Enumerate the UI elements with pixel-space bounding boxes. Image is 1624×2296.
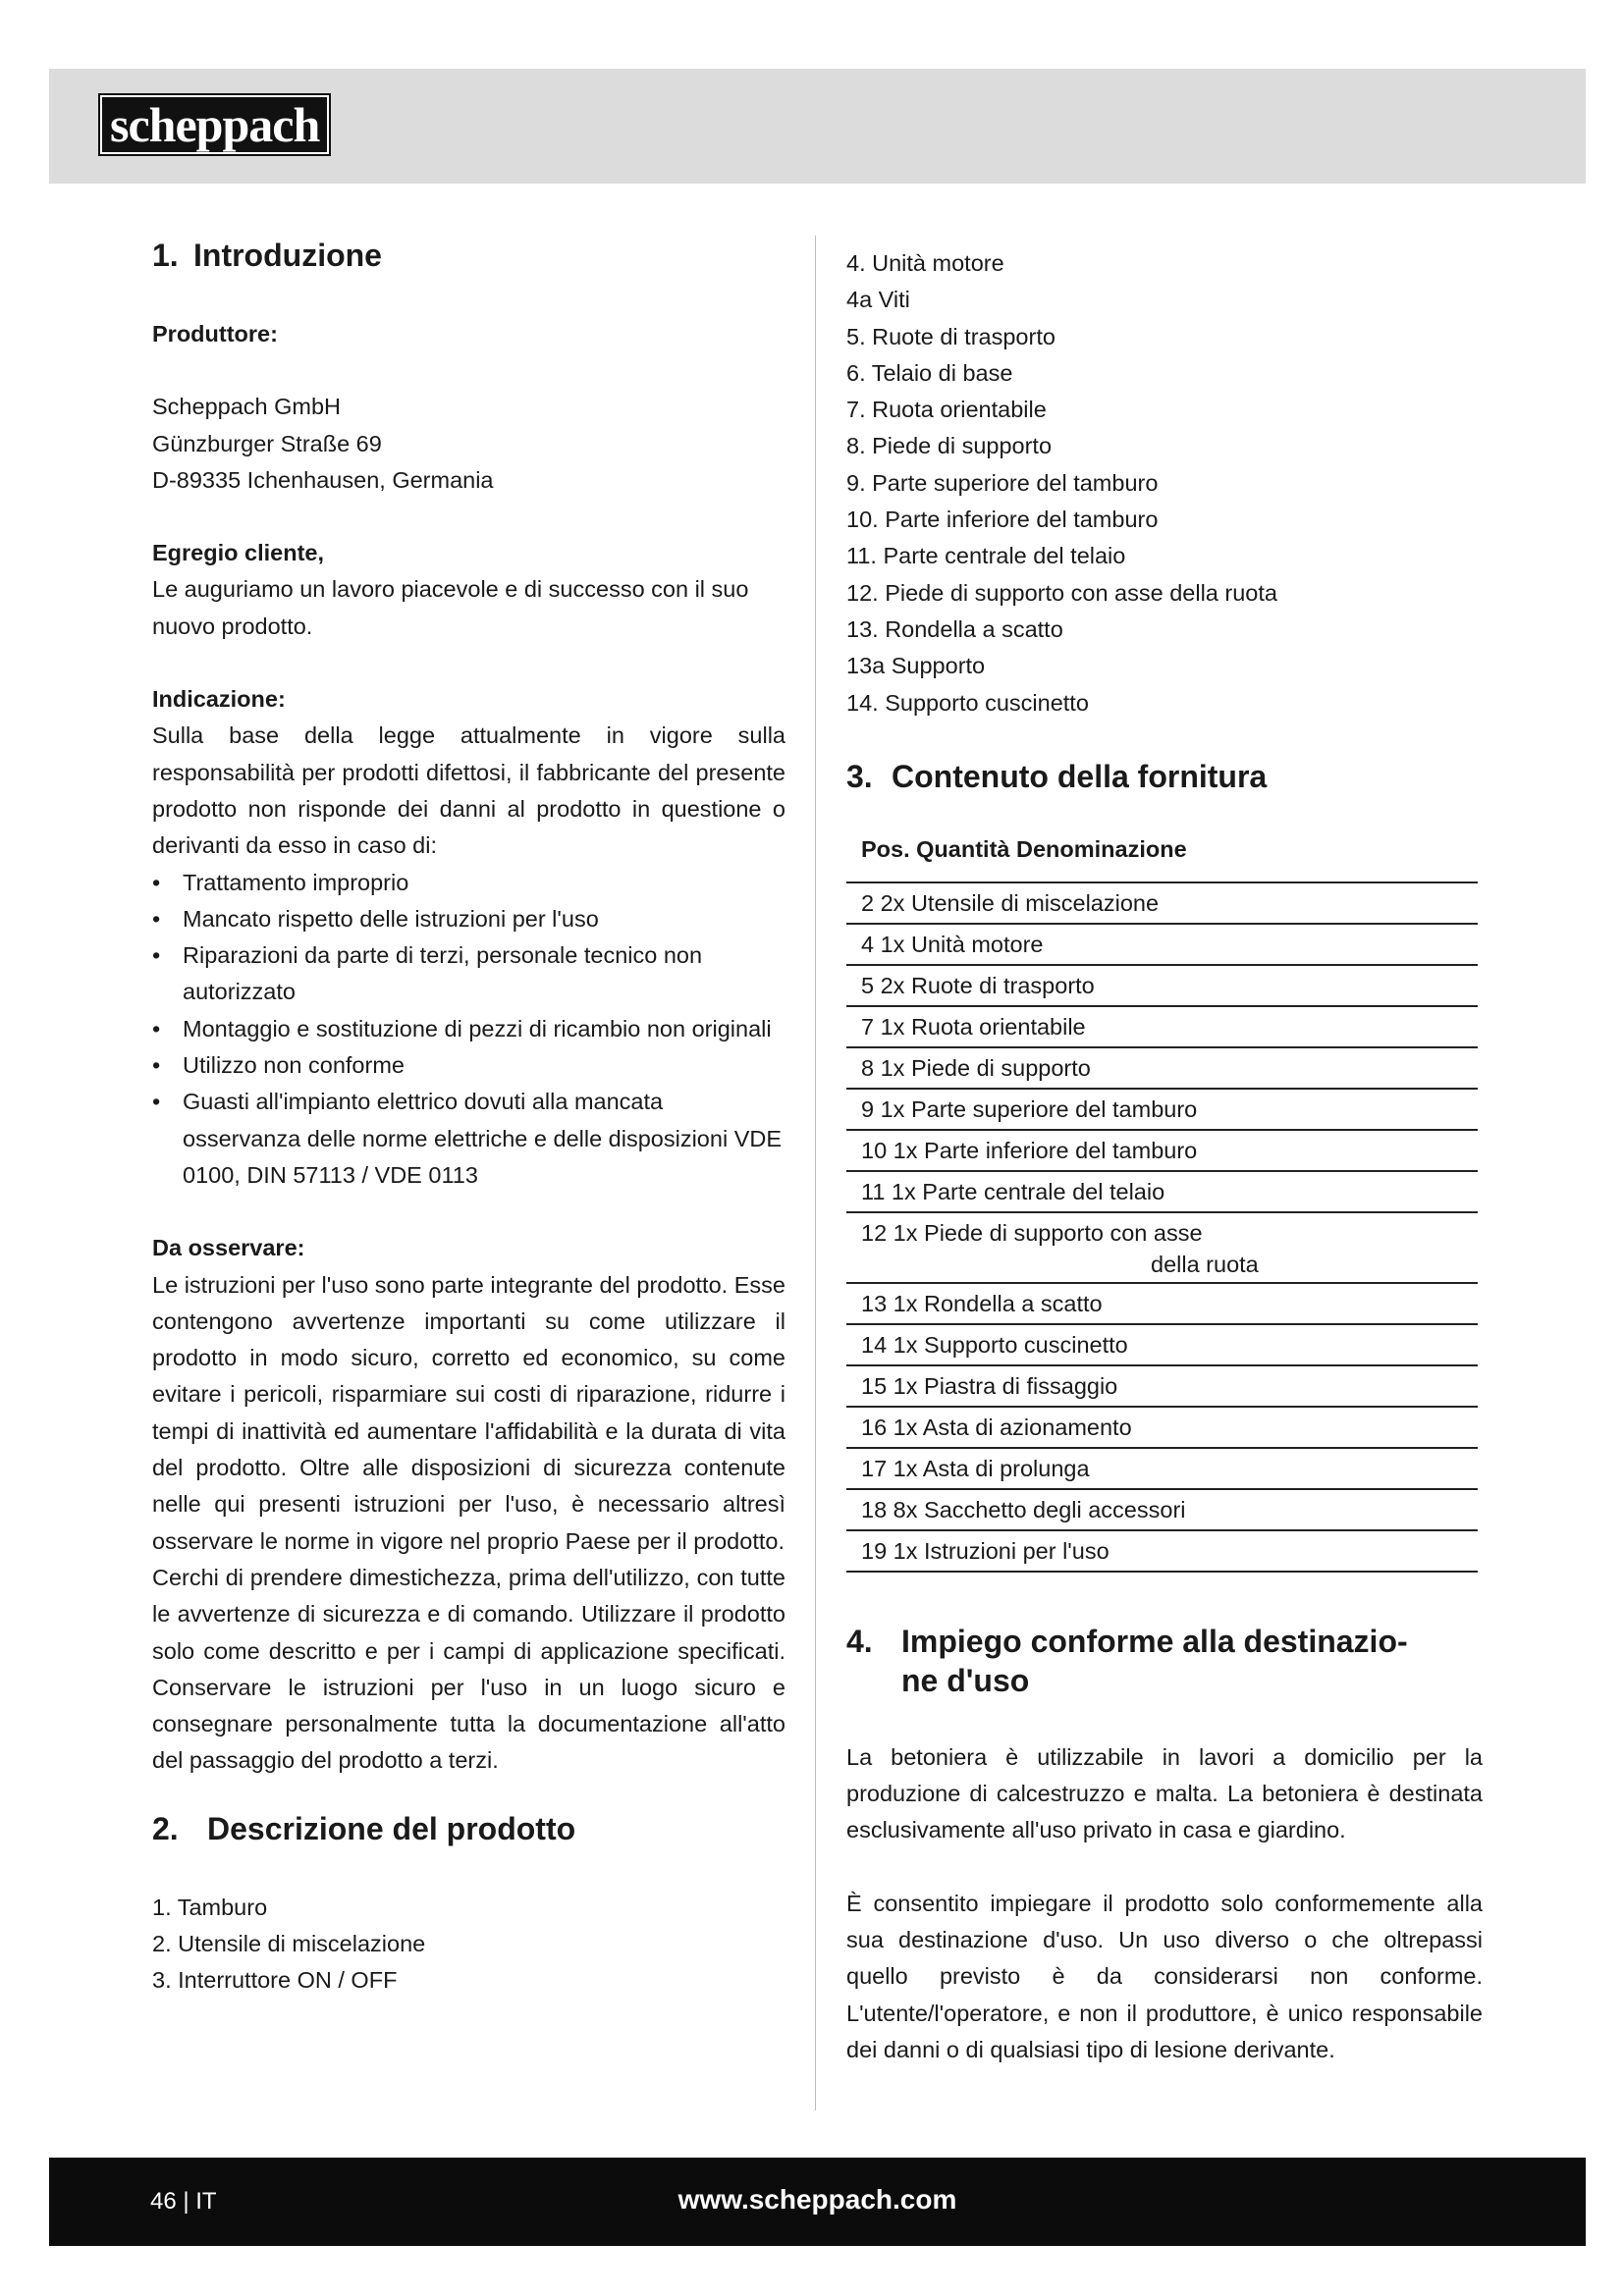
table-row: 11 1x Parte centrale del telaio	[846, 1172, 1478, 1213]
list-item: 4a Viti	[846, 287, 910, 313]
table-header: Pos. Quantità Denominazione	[861, 835, 1187, 862]
list-item: • Guasti all'impianto elettrico dovuti alla mancata osservanza delle norme elettriche e delle disposizioni VDE 0100, DIN 57113 / VDE 0113	[152, 1084, 785, 1194]
observe-text-2: Cerchi di prendere dimestichezza, prima dell'utilizzo, con tutte le avvertenze di sicurezza e di comando. Utilizzare il prodotto solo come descritto e per i campi di applicazione specificati. Conservare le istruzioni per l'uso in un luogo sicuro e consegnare personalmente tutta la documentazione all'atto del passaggio del prodotto a terzi.	[152, 1564, 785, 1774]
table-row: 10 1x Parte inferiore del tamburo	[846, 1131, 1478, 1172]
note-label: Indicazione:	[152, 686, 286, 713]
list-item: • Trattamento improprio	[152, 865, 785, 901]
table-row: 16 1x Asta di azionamento	[846, 1408, 1478, 1449]
list-item: 3. Interruttore ON / OFF	[152, 1967, 398, 1994]
section-1-heading: 1. Introduzione	[152, 238, 382, 273]
table-row: 8 1x Piede di supporto	[846, 1048, 1478, 1090]
table-row: 9 1x Parte superiore del tamburo	[846, 1090, 1478, 1131]
table-row: 2 2x Utensile di miscelazione	[846, 883, 1478, 925]
component-list-left	[152, 1890, 785, 2000]
list-item: 4. Unità motore	[846, 250, 1004, 276]
intended-use-text: La betoniera è utilizzabile in lavori a domicilio per la produzione di calcestruzzo e malta. La betoniera è destinata esclusivamente all'uso privato in casa e giardino.	[846, 1743, 1483, 1843]
table-row: 18 8x Sacchetto degli accessori	[846, 1490, 1478, 1531]
page-number: 46 | IT	[150, 2188, 217, 2215]
delivery-table	[846, 881, 1478, 1573]
list-item: 9. Parte superiore del tamburo	[846, 469, 1159, 496]
list-item: 7. Ruota orientabile	[846, 397, 1047, 423]
list-item: 2. Utensile di miscelazione	[152, 1930, 426, 1956]
list-item: • Montaggio e sostituzione di pezzi di ricambio non originali	[152, 1011, 785, 1047]
list-item: 11. Parte centrale del telaio	[846, 543, 1126, 569]
list-item: 8. Piede di supporto	[846, 433, 1053, 459]
producer-address: Scheppach GmbH Günzburger Straße 69 D-89335 Ichenhausen, Germania	[152, 394, 494, 493]
list-item: • Utilizzo non conforme	[152, 1047, 785, 1084]
page-footer	[49, 2158, 1586, 2246]
table-row: 15 1x Piastra di fissaggio	[846, 1366, 1478, 1408]
table-row: 7 1x Ruota orientabile	[846, 1007, 1478, 1048]
table-row: 13 1x Rondella a scatto	[846, 1284, 1478, 1325]
list-item: 10. Parte inferiore del tamburo	[846, 507, 1159, 533]
producer-label: Produttore:	[152, 321, 278, 347]
list-item: 5. Ruote di trasporto	[846, 323, 1056, 349]
section-3-heading: 3. Contenuto della fornitura	[846, 758, 1268, 794]
table-row: 4 1x Unità motore	[846, 925, 1478, 966]
dear-customer-text: Le auguriamo un lavoro piacevole e di successo con il suo nuovo prodotto.	[152, 576, 749, 639]
list-item: 12. Piede di supporto con asse della ruota	[846, 579, 1277, 606]
left-column	[152, 236, 785, 2000]
list-item: 6. Telaio di base	[846, 359, 1013, 386]
list-item: • Riparazioni da parte di terzi, personale tecnico non autorizzato	[152, 937, 785, 1011]
observe-label: Da osservare:	[152, 1235, 305, 1261]
intended-use-text-2: È consentito impiegare il prodotto solo conformemente alla sua destinazione d'uso. Un uso diverso o che oltrepassi quello previsto è da considerarsi non conforme. L'utente/l'operatore, e non il produttore, è unico responsabile dei danni o di qualsiasi tipo di lesione derivante.	[846, 1890, 1483, 2062]
website-link[interactable]: www.scheppach.com	[677, 2184, 957, 2215]
column-divider	[815, 236, 816, 2110]
section-2-heading: 2. Descrizione del prodotto	[152, 1810, 576, 1846]
component-list-right	[846, 245, 1483, 721]
section-4-heading: 4. Impiego conforme alla destinazio- ne d'uso	[846, 1623, 1408, 1698]
scheppach-logo: scheppach	[98, 93, 331, 156]
table-row: 5 2x Ruote di trasporto	[846, 966, 1478, 1007]
table-row: 14 1x Supporto cuscinetto	[846, 1325, 1478, 1366]
table-row: 12 1x Piede di supporto con asse della ruota	[846, 1213, 1478, 1284]
table-row: 17 1x Asta di prolunga	[846, 1449, 1478, 1490]
liability-list	[152, 865, 785, 1195]
list-item: 1. Tamburo	[152, 1894, 268, 1920]
right-column	[846, 245, 1483, 2068]
list-item: 14. Supporto cuscinetto	[846, 689, 1089, 716]
page-header	[49, 69, 1586, 184]
note-text: Sulla base della legge attualmente in vigore sulla responsabilità per prodotti difettosi, il fabbricante del presente prodotto non risponde dei danni al prodotto in questione o derivanti da esso in caso di:	[152, 722, 785, 859]
list-item: 13a Supporto	[846, 653, 986, 679]
observe-text: Le istruzioni per l'uso sono parte integrante del prodotto. Esse contengono avvertenze importanti su come utilizzare il prodotto in modo sicuro, corretto ed economico, su come evitare i pericoli, risparmiare sui costi di riparazione, ridurre i tempi di inattività ed aumentare l'affidabilità e la durata di vita del prodotto. Oltre alle disposizioni di sicurezza contenute nelle qui presenti istruzioni per l'uso, è necessario altresì osservare le norme in vigore nel proprio Paese per il prodotto.	[152, 1271, 785, 1554]
dear-customer-label: Egregio cliente,	[152, 540, 324, 566]
list-item: • Mancato rispetto delle istruzioni per l'uso	[152, 901, 785, 937]
list-item: 13. Rondella a scatto	[846, 615, 1063, 642]
table-row: 19 1x Istruzioni per l'uso	[846, 1531, 1478, 1573]
